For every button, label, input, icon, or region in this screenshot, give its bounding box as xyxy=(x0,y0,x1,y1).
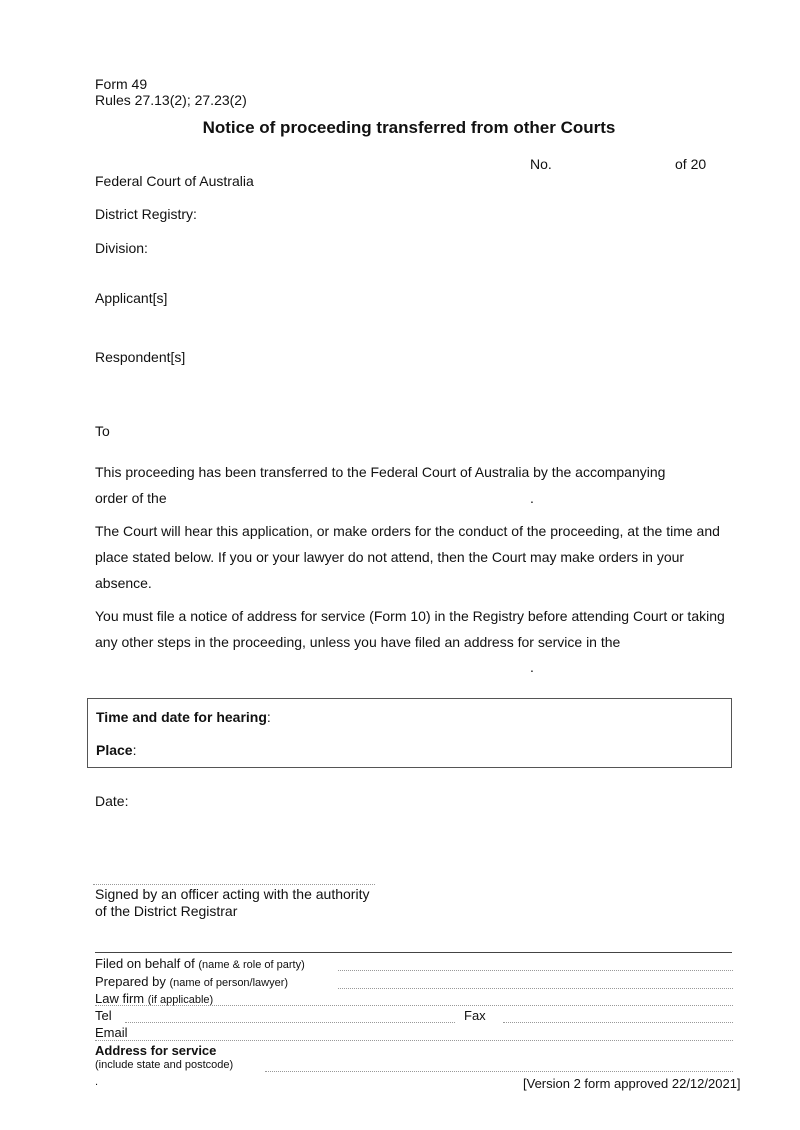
paragraph-address-for-service: You must file a notice of address for service (Form 10) in the Registry before attending Court or taking any other steps in the proceeding, unless you have filed an address for service in the xyxy=(95,608,725,650)
filed-on-behalf-field[interactable] xyxy=(338,970,733,971)
paragraph-hearing-notice: The Court will hear this application, or make orders for the conduct of the proceeding, at the time and place stated below. If you or your lawyer do not attend, then the Court may make orders in your absence. xyxy=(95,523,720,591)
fax-field[interactable] xyxy=(503,1022,733,1023)
version-note: [Version 2 form approved 22/12/2021] xyxy=(523,1076,741,1091)
date-label: Date: xyxy=(95,793,129,809)
filed-on-behalf-note: (name & role of party) xyxy=(198,959,305,971)
rules-reference: Rules 27.13(2); 27.23(2) xyxy=(95,92,247,108)
hearing-place-colon: : xyxy=(132,742,137,758)
paragraph-transfer-end: . xyxy=(530,490,534,506)
filed-on-behalf-row xyxy=(95,956,305,971)
division-label: Division: xyxy=(95,240,148,256)
law-firm-label: Law firm xyxy=(95,991,145,1006)
applicant-label: Applicant[s] xyxy=(95,290,168,306)
signature-text-line2: of the District Registrar xyxy=(95,903,238,919)
tel-field[interactable] xyxy=(125,1022,455,1023)
prepared-by-note: (name of person/lawyer) xyxy=(169,977,289,989)
paragraph-transfer-line1: This proceeding has been transferred to the Federal Court of Australia by the accompanying xyxy=(95,464,666,480)
hearing-time-label: Time and date for hearing xyxy=(96,709,267,725)
hearing-time-colon: : xyxy=(266,709,271,725)
respondent-label: Respondent[s] xyxy=(95,349,186,365)
footer-divider xyxy=(95,952,732,953)
district-registry-label: District Registry: xyxy=(95,206,197,222)
prepared-by-row xyxy=(95,974,288,989)
prepared-by-field[interactable] xyxy=(338,988,733,989)
email-field[interactable] xyxy=(95,1040,733,1041)
signature-text-line1: Signed by an officer acting with the authority xyxy=(95,886,370,902)
form-number: Form 49 xyxy=(95,76,148,92)
hearing-place-row xyxy=(96,742,136,758)
email-label: Email xyxy=(95,1025,128,1040)
fax-label: Fax xyxy=(464,1008,486,1023)
court-name: Federal Court of Australia xyxy=(95,173,254,189)
signature-line xyxy=(93,884,375,885)
law-firm-note: (if applicable) xyxy=(147,994,214,1006)
hearing-time-row xyxy=(96,709,271,725)
paragraph-transfer-line2: order of the xyxy=(95,490,167,506)
case-year-label: of 20 xyxy=(675,156,707,172)
law-firm-field[interactable] xyxy=(95,1005,733,1006)
footer-dot: . xyxy=(95,1076,99,1088)
filed-on-behalf-label: Filed on behalf of xyxy=(95,956,195,971)
to-label: To xyxy=(95,423,110,439)
prepared-by-label: Prepared by xyxy=(95,974,166,989)
address-for-service-label: Address for service xyxy=(95,1043,217,1058)
case-number-label: No. xyxy=(530,156,552,172)
page-title: Notice of proceeding transferred from other Courts xyxy=(202,118,616,137)
hearing-place-label: Place xyxy=(96,742,133,758)
address-for-service-field[interactable] xyxy=(265,1071,733,1072)
address-for-service-note: (include state and postcode) xyxy=(95,1059,234,1071)
paragraph-address-end: . xyxy=(530,659,534,675)
tel-label: Tel xyxy=(95,1008,112,1023)
law-firm-row xyxy=(95,991,213,1006)
hearing-details-box xyxy=(87,698,732,768)
